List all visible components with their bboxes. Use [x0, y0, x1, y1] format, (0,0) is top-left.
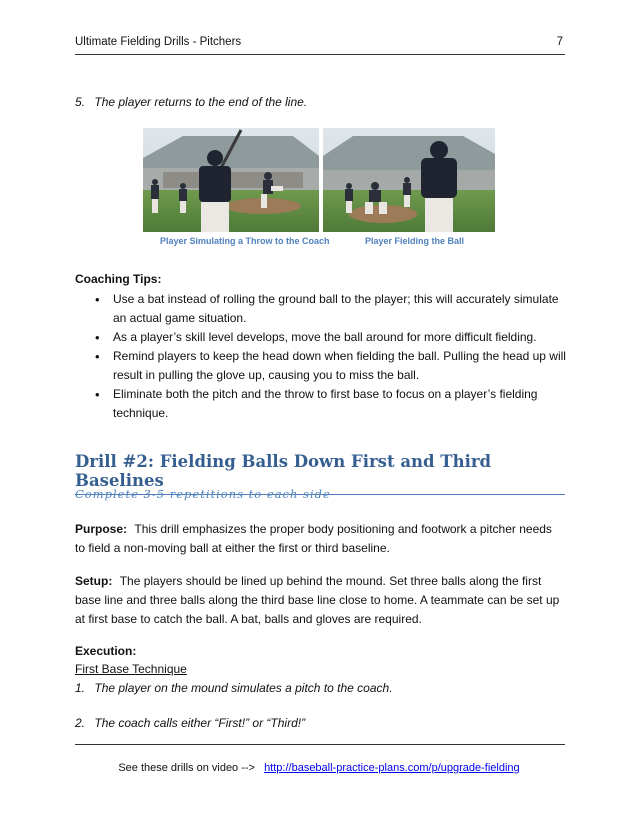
execution-step-1 [75, 681, 393, 695]
coaching-tips-heading: Coaching Tips: [75, 272, 162, 286]
photo-fielding-ball [323, 128, 495, 232]
step-text: The player returns to the end of the line. [94, 95, 308, 109]
coaching-tip: • Eliminate both the pitch and the throw to first base to focus on a player’s fielding technique. [93, 385, 573, 423]
step-number: 2. [75, 716, 86, 730]
execution-label: Execution: [75, 644, 137, 658]
footer-prefix: See these drills on video --> [118, 762, 255, 774]
footer-link[interactable]: http://baseball-practice-plans.com/p/upgrade-fielding [264, 762, 520, 774]
step-number: 5. [75, 95, 86, 109]
technique-label: First Base Technique [75, 662, 187, 676]
page-header [75, 36, 565, 55]
purpose-label: Purpose: [75, 522, 128, 536]
purpose-paragraph [75, 520, 565, 558]
purpose-text: This drill emphasizes the proper body positioning and footwork a pitcher needs to field a non-moving ball at either the first or third baseline. [75, 522, 552, 555]
setup-paragraph [75, 572, 565, 629]
drill-title: Drill #2: Fielding Balls Down First and Third Baselines [75, 452, 565, 495]
coaching-tip: • As a player’s skill level develops, move the ball around for more difficult fielding. [93, 328, 573, 347]
setup-text: The players should be lined up behind the mound. Set three balls along the first base line and three balls along the third base line close to home. A teammate can be set up at first base to catch the ball. A bat, balls and gloves are required. [75, 574, 560, 626]
setup-label: Setup: [75, 574, 113, 588]
step-number: 1. [75, 681, 86, 695]
coaching-tip: • Use a bat instead of rolling the ground ball to the player; this will accurately simulate an actual game situation. [93, 290, 573, 328]
coaching-tip: • Remind players to keep the head down when fielding the ball. Pulling the head up will result in pulling the glove up, causing you to miss the ball. [93, 347, 573, 385]
drill-subtitle: Complete 3-5 repetitions to each side [75, 487, 331, 501]
photo-throw-to-coach [143, 128, 319, 232]
photo-caption-1: Player Simulating a Throw to the Coach [160, 236, 330, 246]
coaching-tips-list [93, 290, 573, 423]
step-5 [75, 95, 307, 109]
header-title: Ultimate Fielding Drills - Pitchers [75, 36, 242, 48]
step-text: The coach calls either “First!” or “Third!” [94, 716, 306, 730]
execution-step-2 [75, 716, 305, 730]
page-footer [0, 762, 638, 774]
footer-divider [75, 744, 565, 745]
photo-caption-2: Player Fielding the Ball [365, 236, 465, 246]
page-number: 7 [556, 36, 563, 48]
step-text: The player on the mound simulates a pitch to the coach. [94, 681, 393, 695]
